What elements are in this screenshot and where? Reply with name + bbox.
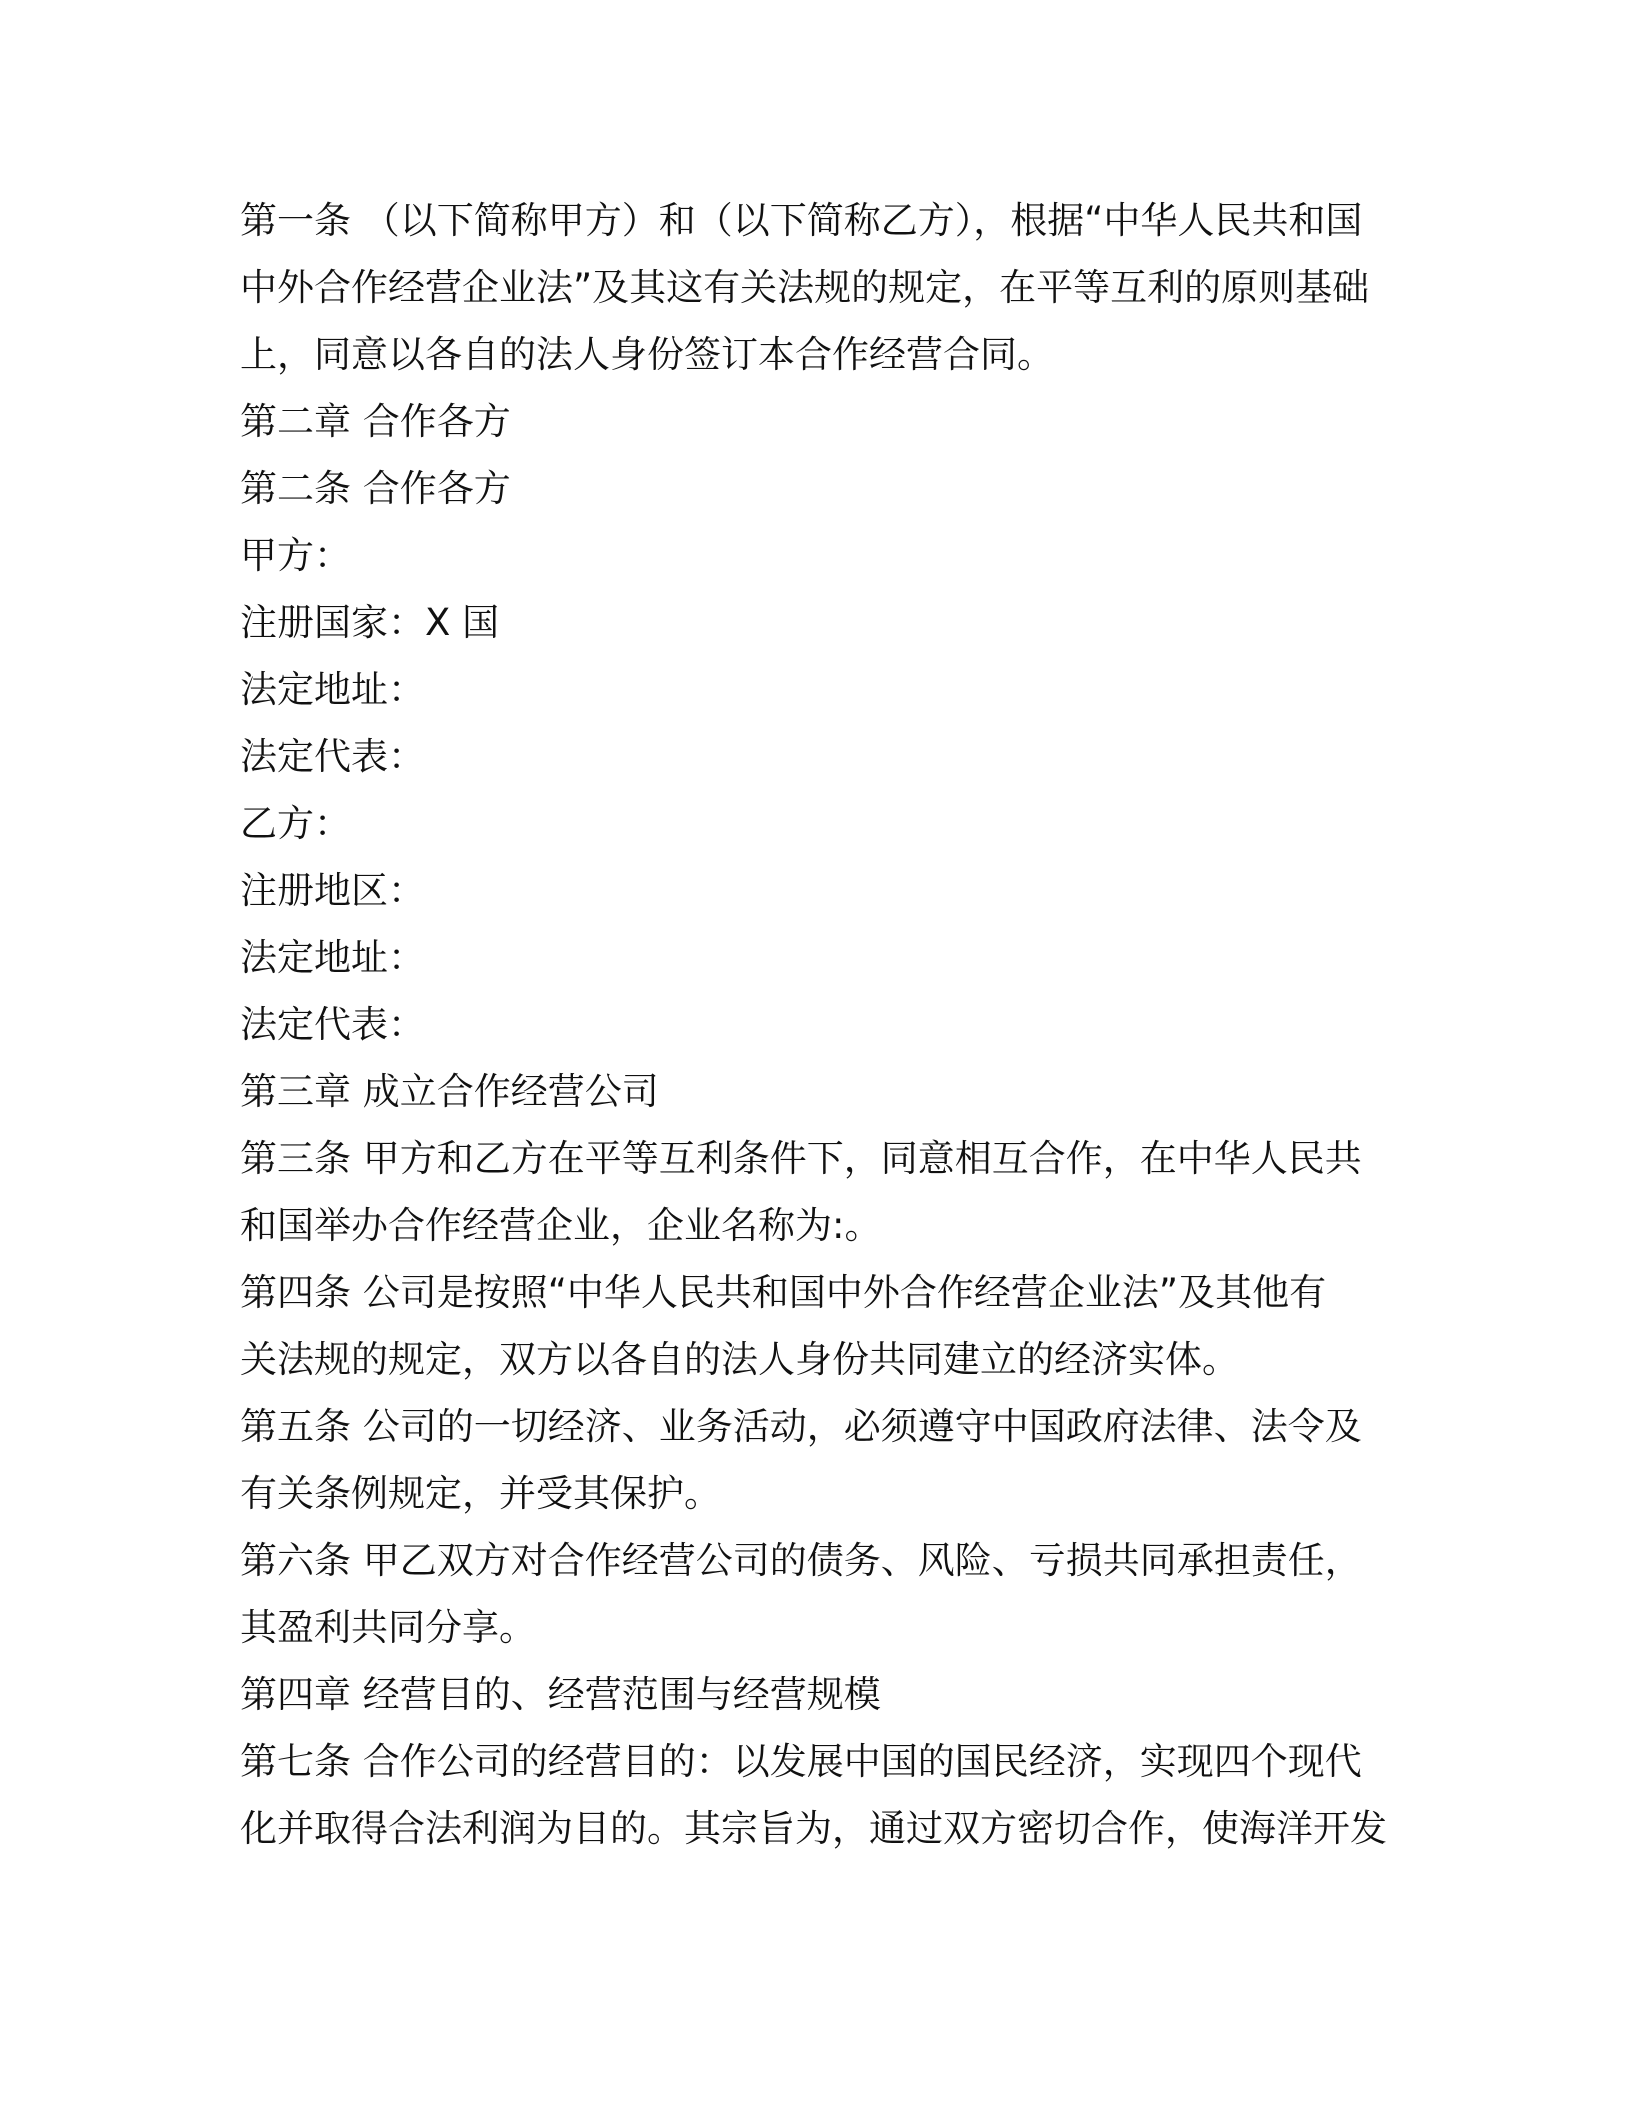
chapter-heading: 第二章 合作各方 bbox=[240, 400, 511, 443]
text-line: 第一条 （以下简称甲方）和（以下简称乙方），根据“中华人民共和国 bbox=[240, 199, 1363, 242]
party-label: 乙方： bbox=[240, 802, 351, 845]
chapter-heading: 第三章 成立合作经营公司 bbox=[240, 1070, 659, 1113]
text-line: 第三条 甲方和乙方在平等互利条件下，同意相互合作，在中华人民共 bbox=[240, 1137, 1362, 1180]
text-line: 和国举办合作经营企业，企业名称为:。 bbox=[240, 1204, 882, 1247]
field-line: 法定代表： bbox=[240, 1003, 425, 1046]
field-line: 法定地址： bbox=[240, 668, 425, 711]
field-line: 法定代表： bbox=[240, 735, 425, 778]
field-line: 法定地址： bbox=[240, 936, 425, 979]
text-line: 第六条 甲乙双方对合作经营公司的债务、风险、亏损共同承担责任， bbox=[240, 1539, 1362, 1582]
document-body bbox=[240, 187, 1400, 1862]
field-line: 注册地区： bbox=[240, 869, 425, 912]
field-line: 注册国家：X 国 bbox=[240, 601, 500, 644]
text-line: 化并取得合法利润为目的。其宗旨为，通过双方密切合作，使海洋开发 bbox=[240, 1807, 1387, 1850]
text-line: 关法规的规定，双方以各自的法人身份共同建立的经济实体。 bbox=[240, 1338, 1239, 1381]
text-line: 第四条 公司是按照“中华人民共和国中外合作经营企业法”及其他有 bbox=[240, 1271, 1327, 1314]
text-line: 有关条例规定，并受其保护。 bbox=[240, 1472, 721, 1515]
article-heading: 第二条 合作各方 bbox=[240, 467, 511, 510]
text-line: 上，同意以各自的法人身份签订本合作经营合同。 bbox=[240, 333, 1054, 376]
text-line: 第五条 公司的一切经济、业务活动，必须遵守中国政府法律、法令及 bbox=[240, 1405, 1362, 1448]
party-label: 甲方： bbox=[240, 534, 351, 577]
chapter-heading: 第四章 经营目的、经营范围与经营规模 bbox=[240, 1673, 881, 1716]
text-line: 中外合作经营企业法”及其这有关法规的规定，在平等互利的原则基础 bbox=[240, 266, 1370, 309]
text-line: 其盈利共同分享。 bbox=[240, 1606, 536, 1649]
text-line: 第七条 合作公司的经营目的：以发展中国的国民经济，实现四个现代 bbox=[240, 1740, 1362, 1783]
